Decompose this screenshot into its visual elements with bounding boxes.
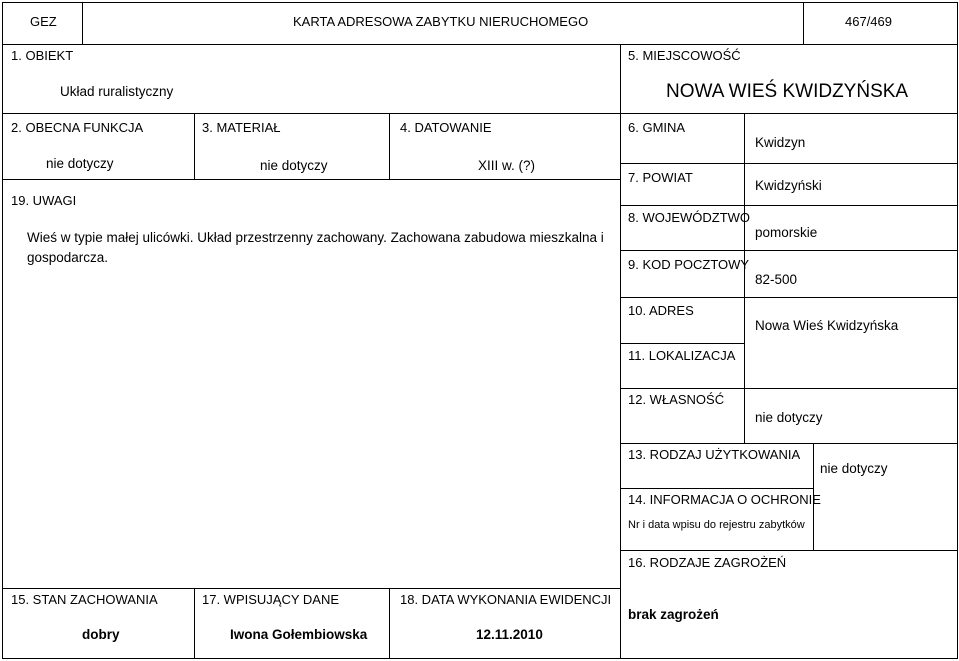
powiat-value: Kwidzyński [755, 178, 822, 193]
zagrozenia-value: brak zagrożeń [628, 607, 719, 622]
ochrona-note: Nr i data wpisu do rejestru zabytków [628, 519, 805, 531]
header-sep-2 [803, 2, 804, 44]
border-left [2, 2, 3, 659]
data-ewidencji-value: 12.11.2010 [476, 627, 543, 642]
row-divider-kod [620, 297, 957, 298]
funkcja-label: 2. OBECNA FUNKCJA [11, 120, 144, 135]
row-divider-ochrona [620, 550, 957, 551]
zagrozenia-label: 16. RODZAJE ZAGROŻEŃ [628, 555, 787, 570]
row-divider-uzytkowanie [620, 488, 813, 489]
datowanie-value: XIII w. (?) [478, 158, 536, 173]
row-divider-gmina [620, 163, 957, 164]
lokalizacja-label: 11. LOKALIZACJA [628, 348, 736, 363]
powiat-label: 7. POWIAT [628, 170, 693, 185]
row-divider-obiekt [2, 113, 957, 114]
miejscowosc-label: 5. MIEJSCOWOŚĆ [628, 48, 741, 63]
miejscowosc-value: NOWA WIEŚ KWIDZYŃSKA [666, 81, 909, 102]
obiekt-label: 1. OBIEKT [11, 48, 74, 63]
ochrona-label: 14. INFORMACJA O OCHRONIE [628, 492, 821, 507]
sep-funkcja-material [194, 113, 195, 179]
sep-wpisujacy-data [389, 588, 390, 658]
border-top [2, 2, 957, 3]
wojewodztwo-label: 8. WOJEWÓDZTWO [628, 210, 751, 225]
row-divider-powiat [620, 205, 957, 206]
row-divider-adres [620, 343, 745, 344]
wpisujacy-value: Iwona Gołembiowska [230, 627, 368, 642]
material-value: nie dotyczy [260, 158, 328, 173]
uwagi-line-2: gospodarcza. [27, 250, 109, 265]
uzytkowanie-value: nie dotyczy [820, 461, 888, 476]
border-right [957, 2, 958, 659]
adres-value: Nowa Wieś Kwidzyńska [755, 318, 899, 333]
kod-value: 82-500 [755, 272, 798, 287]
wlasnosc-value: nie dotyczy [755, 410, 823, 425]
uwagi-line-1: Wieś w typie małej ulicówki. Układ przestrzenny zachowany. Zachowana zabudowa mieszkalna i [27, 230, 604, 245]
card-number: 467/469 [845, 14, 892, 29]
main-column-divider [620, 44, 621, 658]
gez-label: GEZ [30, 14, 57, 29]
uzytkowanie-label: 13. RODZAJ UŻYTKOWANIA [628, 447, 801, 462]
wojewodztwo-value: pomorskie [755, 225, 818, 240]
material-label: 3. MATERIAŁ [202, 120, 281, 135]
stan-label: 15. STAN ZACHOWANIA [11, 592, 158, 607]
stan-value: dobry [82, 627, 120, 642]
sep-material-datowanie [389, 113, 390, 179]
border-bottom [2, 658, 957, 659]
datowanie-label: 4. DATOWANIE [400, 120, 492, 135]
wpisujacy-label: 17. WPISUJĄCY DANE [202, 592, 340, 607]
wlasnosc-label: 12. WŁASNOŚĆ [628, 392, 725, 407]
row-divider-uwagi [2, 179, 620, 180]
card-title: KARTA ADRESOWA ZABYTKU NIERUCHOMEGO [293, 14, 589, 29]
header-divider [2, 44, 957, 45]
row-divider-wlasnosc [620, 443, 957, 444]
kod-label: 9. KOD POCZTOWY [628, 257, 750, 272]
sep-stan-wpisujacy [194, 588, 195, 658]
adres-label: 10. ADRES [628, 303, 694, 318]
gmina-label: 6. GMINA [628, 120, 686, 135]
funkcja-value: nie dotyczy [46, 156, 114, 171]
gmina-value: Kwidzyn [755, 135, 806, 150]
header-sep-1 [82, 2, 83, 44]
bottom-row-divider [2, 588, 620, 589]
row-divider-wojewodztwo [620, 250, 957, 251]
uwagi-label: 19. UWAGI [11, 193, 77, 208]
data-ewidencji-label: 18. DATA WYKONANIA EWIDENCJI [400, 592, 612, 607]
row-divider-lokalizacja [620, 388, 957, 389]
obiekt-value: Układ ruralistyczny [60, 84, 174, 99]
